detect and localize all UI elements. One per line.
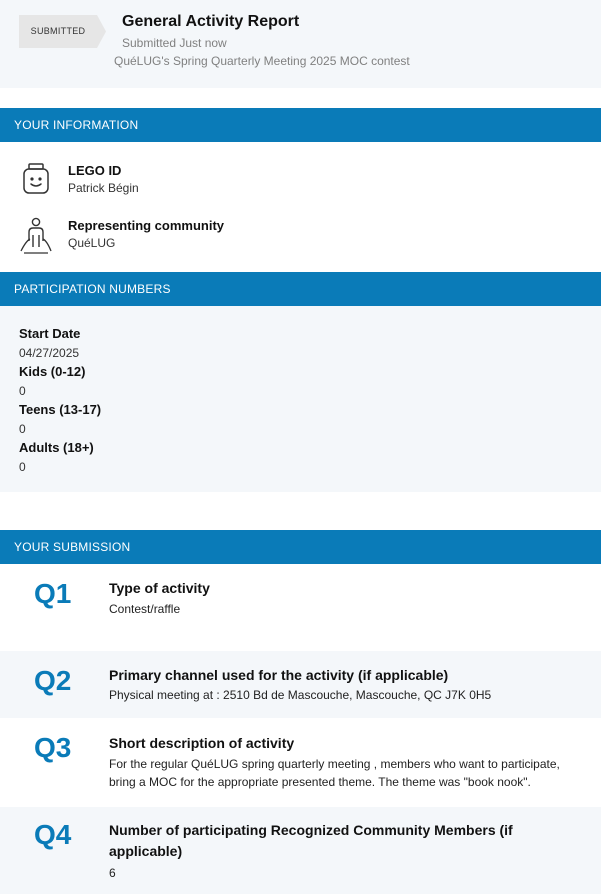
- question-number: Q2: [34, 665, 72, 696]
- question-answer: Contest/raffle: [109, 602, 181, 616]
- page-title: General Activity Report: [122, 13, 300, 30]
- report-header: [0, 0, 601, 88]
- teens-value: 0: [19, 422, 26, 436]
- lego-id-label: LEGO ID: [68, 163, 122, 178]
- community-person-icon: [18, 217, 58, 257]
- question-answer: 6: [109, 866, 116, 880]
- teens-label: Teens (13-17): [19, 402, 102, 417]
- start-date-value: 04/27/2025: [19, 346, 80, 360]
- question-2: [0, 651, 601, 718]
- event-name: QuéLUG's Spring Quarterly Meeting 2025 MOC contest: [114, 54, 410, 68]
- question-number: Q3: [34, 732, 72, 763]
- status-badge-label: SUBMITTED: [30, 26, 86, 36]
- question-title: Number of participating Recognized Community Members (if applicable): [109, 822, 513, 859]
- question-number: Q4: [34, 819, 72, 850]
- community-row: [18, 217, 578, 257]
- adults-label: Adults (18+): [19, 440, 94, 455]
- your-submission-heading: YOUR SUBMISSION: [0, 530, 601, 564]
- submitted-status: Submitted Just now: [122, 36, 227, 50]
- question-3: [0, 720, 601, 806]
- question-title: Short description of activity: [109, 735, 295, 751]
- minifig-face-icon: [18, 162, 58, 202]
- community-label: Representing community: [68, 218, 225, 233]
- community-value: QuéLUG: [68, 236, 116, 250]
- question-4: [0, 807, 601, 894]
- question-1: [0, 565, 601, 649]
- question-title: Type of activity: [109, 580, 210, 596]
- your-information-heading: YOUR INFORMATION: [0, 108, 601, 142]
- lego-id-value: Patrick Bégin: [68, 181, 139, 195]
- question-answer: For the regular QuéLUG spring quarterly meeting , members who want to participate, bring a MOC for the appropriate presented theme. The theme was "book nook".: [109, 757, 560, 789]
- question-number: Q1: [34, 578, 72, 609]
- question-answer: Physical meeting at : 2510 Bd de Mascouche, Mascouche, QC J7K 0H5: [109, 688, 492, 702]
- participation-numbers-heading: PARTICIPATION NUMBERS: [0, 272, 601, 306]
- kids-label: Kids (0-12): [19, 364, 86, 379]
- participation-card: [0, 306, 601, 492]
- adults-value: 0: [19, 460, 26, 474]
- lego-id-row: [18, 162, 578, 202]
- status-badge: [19, 15, 106, 48]
- question-title: Primary channel used for the activity (if applicable): [109, 667, 449, 683]
- kids-value: 0: [19, 384, 26, 398]
- start-date-label: Start Date: [19, 326, 81, 341]
